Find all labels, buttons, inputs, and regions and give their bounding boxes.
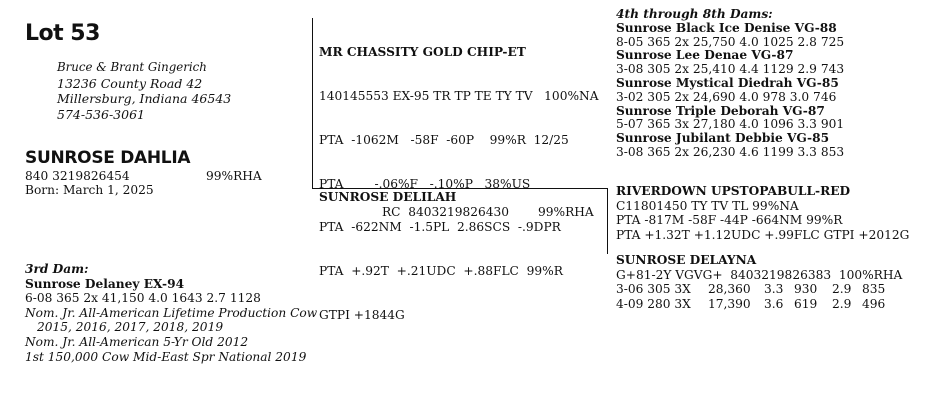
dams-4-8-heading: 4th through 8th Dams:: [616, 7, 773, 21]
sire-name: MR CHASSITY GOLD CHIP-ET: [319, 45, 526, 60]
breeder-name: Bruce & Brant Gingerich: [57, 60, 207, 74]
animal-rha: 99%RHA: [206, 169, 262, 183]
record-cell: 28,360: [708, 282, 751, 297]
dam-name: SUNROSE DELILAH: [319, 190, 457, 204]
granddam-record-row: [616, 297, 902, 312]
third-dam-honor: 1st 150,000 Cow Mid-East Spr National 2019: [25, 349, 307, 364]
third-dam-honor: Nom. Jr. All-American Lifetime Production Cow: [25, 305, 318, 320]
record-cell: 3.3: [764, 282, 784, 297]
dam-sire-name: RIVERDOWN UPSTOPABULL-RED: [616, 184, 851, 198]
granddam-name: SUNROSE DELAYNA: [616, 253, 757, 267]
breeder-phone: 574-536-3061: [57, 106, 145, 122]
third-dam-name: Sunrose Delaney EX-94: [25, 276, 185, 291]
animal-name: SUNROSE DAHLIA: [25, 148, 191, 168]
breeder-block: [57, 60, 231, 122]
record-cell: 496: [862, 296, 886, 311]
third-dam-heading: 3rd Dam:: [25, 262, 89, 276]
dam-sire-bracket-line: [607, 188, 608, 254]
record-cell: 3.6: [764, 296, 784, 311]
record-cell: 930: [794, 282, 818, 297]
ancestor-dam-record: 8-05 365 2x 25,750 4.0 1025 2.8 725: [616, 34, 845, 49]
record-cell: 2.9: [832, 282, 852, 297]
record-cell: 4-09 280 3X: [616, 296, 691, 311]
ancestor-dam-name: Sunrose Black Ice Denise VG-88: [616, 20, 837, 35]
sire-line: PTA -1062M -58F -60P 99%R 12/25: [319, 132, 569, 147]
record-cell: 2.9: [832, 296, 852, 311]
record-cell: 835: [862, 282, 886, 297]
sire-line: PTA -.06%F -.10%P 38%US: [319, 176, 531, 191]
breeder-address: 13236 County Road 42: [57, 75, 203, 91]
ancestor-dam-name: Sunrose Jubilant Debbie VG-85: [616, 131, 830, 146]
granddam-line: G+81-2Y VGVG+ 8403219826383 100%RHA: [616, 267, 903, 282]
sire-bracket-line: [312, 18, 313, 188]
third-dam-block: [25, 262, 317, 364]
ancestor-dam-record: 3-08 305 2x 25,410 4.4 1129 2.9 743: [616, 62, 845, 77]
granddam-block: [616, 253, 902, 311]
granddam-record-row: [616, 282, 902, 297]
dam-sire-line: PTA -817M -58F -44P -664NM 99%R: [616, 213, 843, 228]
dam-reg: RC 8403219826430: [382, 205, 510, 219]
sire-line: PTA -622NM -1.5PL 2.86SCS -.9DPR: [319, 220, 561, 235]
third-dam-record: 6-08 365 2x 41,150 4.0 1643 2.7 1128: [25, 291, 261, 306]
sire-line: PTA +.92T +.21UDC +.88FLC 99%R: [319, 264, 563, 279]
ancestor-dam-record: 3-08 365 2x 26,230 4.6 1199 3.3 853: [616, 144, 845, 159]
sire-line: GTPI +1844G: [319, 307, 405, 322]
third-dam-honor: Nom. Jr. All-American 5-Yr Old 2012: [25, 334, 249, 349]
dam-sire-line: C11801450 TY TV TL 99%NA: [616, 198, 799, 213]
animal-reg: 840 3219826454: [25, 169, 130, 183]
sire-line: 140145553 EX-95 TR TP TE TY TV 100%NA: [319, 88, 599, 103]
ancestor-dam-name: Sunrose Triple Deborah VG-87: [616, 103, 825, 118]
ancestor-dam-record: 5-07 365 3x 27,180 4.0 1096 3.3 901: [616, 117, 845, 132]
ancestor-dam-record: 3-02 305 2x 24,690 4.0 978 3.0 746: [616, 89, 837, 104]
sire-block: [319, 16, 599, 337]
record-cell: 3-06 305 3X: [616, 282, 691, 297]
dams-4-8-block: [616, 8, 844, 160]
dam-rha: 99%RHA: [538, 205, 594, 219]
record-cell: 17,390: [708, 296, 751, 311]
third-dam-honor: 2015, 2016, 2017, 2018, 2019: [37, 320, 224, 335]
breeder-city: Millersburg, Indiana 46543: [57, 91, 232, 106]
animal-born: Born: March 1, 2025: [25, 183, 154, 197]
record-cell: 619: [794, 296, 818, 311]
lot-number: Lot 53: [25, 21, 100, 46]
ancestor-dam-name: Sunrose Lee Denae VG-87: [616, 48, 794, 63]
ancestor-dam-name: Sunrose Mystical Diedrah VG-85: [616, 75, 839, 90]
dam-sire-block: [616, 184, 909, 242]
dam-sire-line: PTA +1.32T +1.12UDC +.99FLC GTPI +2012G: [616, 227, 910, 242]
